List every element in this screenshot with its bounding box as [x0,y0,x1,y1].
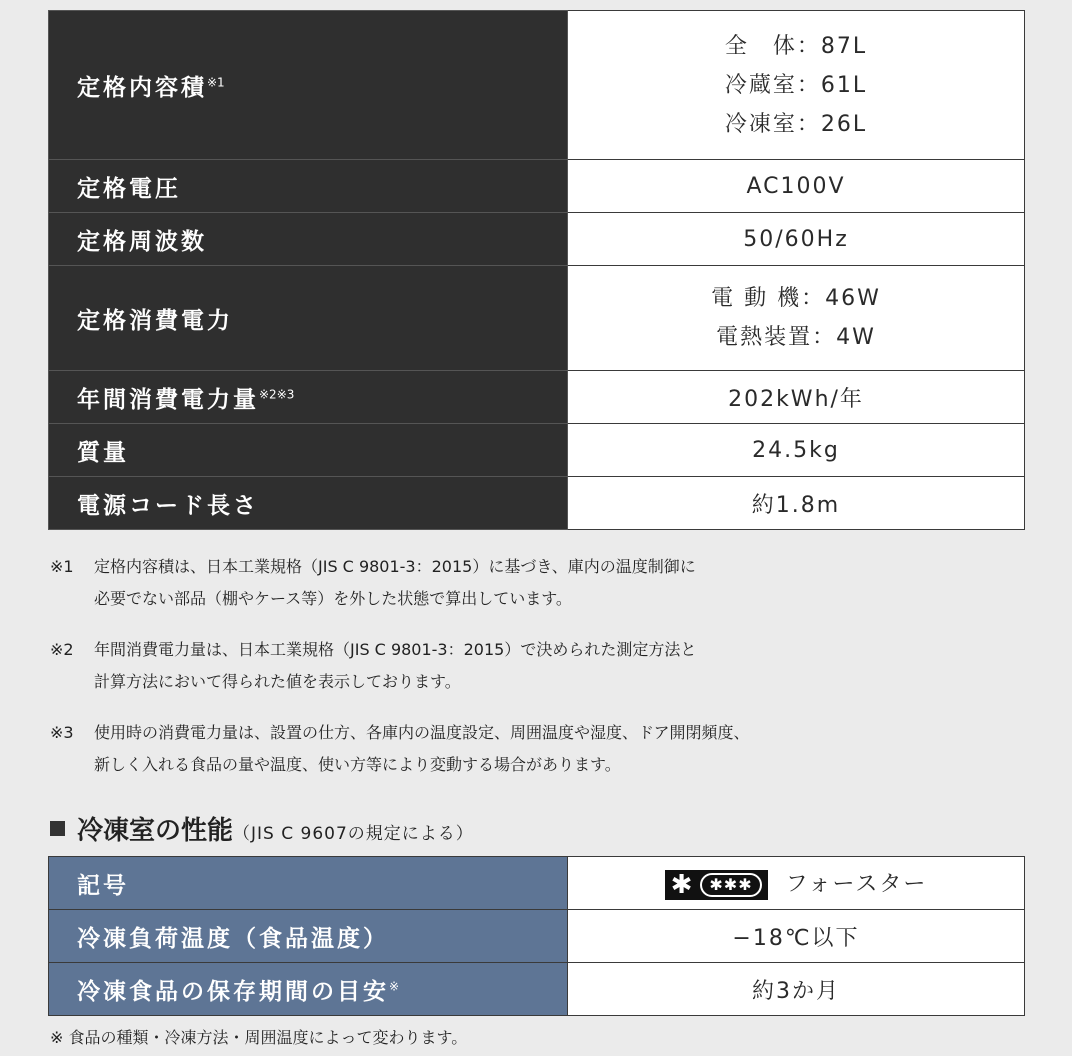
footnote-mark: ※1 [50,557,74,576]
spec-label: 電源コード長さ [49,477,568,530]
table-row [49,857,1025,910]
spec-label: 記号 [49,857,568,910]
freezer-footnote: ※ 食品の種類・冷凍方法・周囲温度によって変わります。 [50,1028,468,1047]
spec-value: −18℃以下 [568,910,1025,963]
footnote-text: 必要でない部品（棚やケース等）を外した状態で算出しています。 [94,589,572,608]
table-row [49,266,1025,371]
spec-value [568,266,1025,371]
table-row [49,424,1025,477]
square-bullet-icon [50,821,65,836]
section-title: 冷凍室の性能 [77,816,234,846]
spec-value: 24.5kg [568,424,1025,477]
footnote [50,551,696,615]
table-row [49,371,1025,424]
footnote-text: 使用時の消費電力量は、設置の仕方、各庫内の温度設定、周囲温度や湿度、ドア開閉頻度、 [94,723,750,742]
footnote-text: 年間消費電力量は、日本工業規格（JIS C 9801-3：2015）で決められた測定方法と [94,640,697,659]
table-row [49,963,1025,1016]
spec-value-line: 冷蔵室：61L [724,72,868,98]
table-row [49,213,1025,266]
footnote-mark: ※ [389,978,400,993]
footnote-text: 新しく入れる食品の量や温度、使い方等により変動する場合があります。 [94,755,621,774]
spec-value: 約1.8m [568,477,1025,530]
spec-value: 202kWh/年 [568,371,1025,424]
spec-value-line: 電熱装置：4W [716,325,876,350]
spec-value-line: 電 動 機：46W [711,286,881,311]
spec-label: 定格電圧 [49,160,568,213]
footnote-text: 定格内容積は、日本工業規格（JIS C 9801-3：2015）に基づき、庫内の温度制御に [94,557,696,576]
table-row [49,160,1025,213]
footnote [50,717,750,781]
footnote-mark: ※2 [50,640,74,659]
section-subtitle: （JIS C 9607の規定による） [233,824,474,844]
spec-value: AC100V [568,160,1025,213]
freezer-performance-table [48,856,1025,1016]
spec-label: 定格消費電力 [49,266,568,371]
spec-label: 冷凍負荷温度（食品温度） [49,910,568,963]
spec-table [48,10,1025,530]
table-row [49,477,1025,530]
footnote-mark: ※3 [50,723,74,742]
spec-label: 質量 [49,424,568,477]
spec-label: 年間消費電力量$^{※2※3}$ [49,371,568,424]
spec-label: 定格周波数 [49,213,568,266]
footnote-mark: ※2※3 [259,386,295,401]
table-row [49,910,1025,963]
footnote-mark: ※1 [207,74,225,89]
spec-value: 50/60Hz [568,213,1025,266]
spec-value-line: 全 体：87L [724,33,868,59]
spec-label: 冷凍食品の保存期間の目安※ [49,963,568,1016]
spec-value [568,857,1025,910]
section-heading [50,810,474,847]
footnote-text: 計算方法において得られた値を表示しております。 [94,672,461,691]
table-row [49,11,1025,160]
spec-value-line: 冷凍室：26L [724,111,868,137]
footnote [50,634,696,698]
spec-label: 定格内容積$^{※1}$ [49,11,568,160]
spec-value [568,11,1025,160]
four-star-freezer-icon: ✱ ✱✱✱ [665,870,768,900]
spec-value: 約3か月 [568,963,1025,1016]
star-rating-text: フォースター [785,871,928,897]
